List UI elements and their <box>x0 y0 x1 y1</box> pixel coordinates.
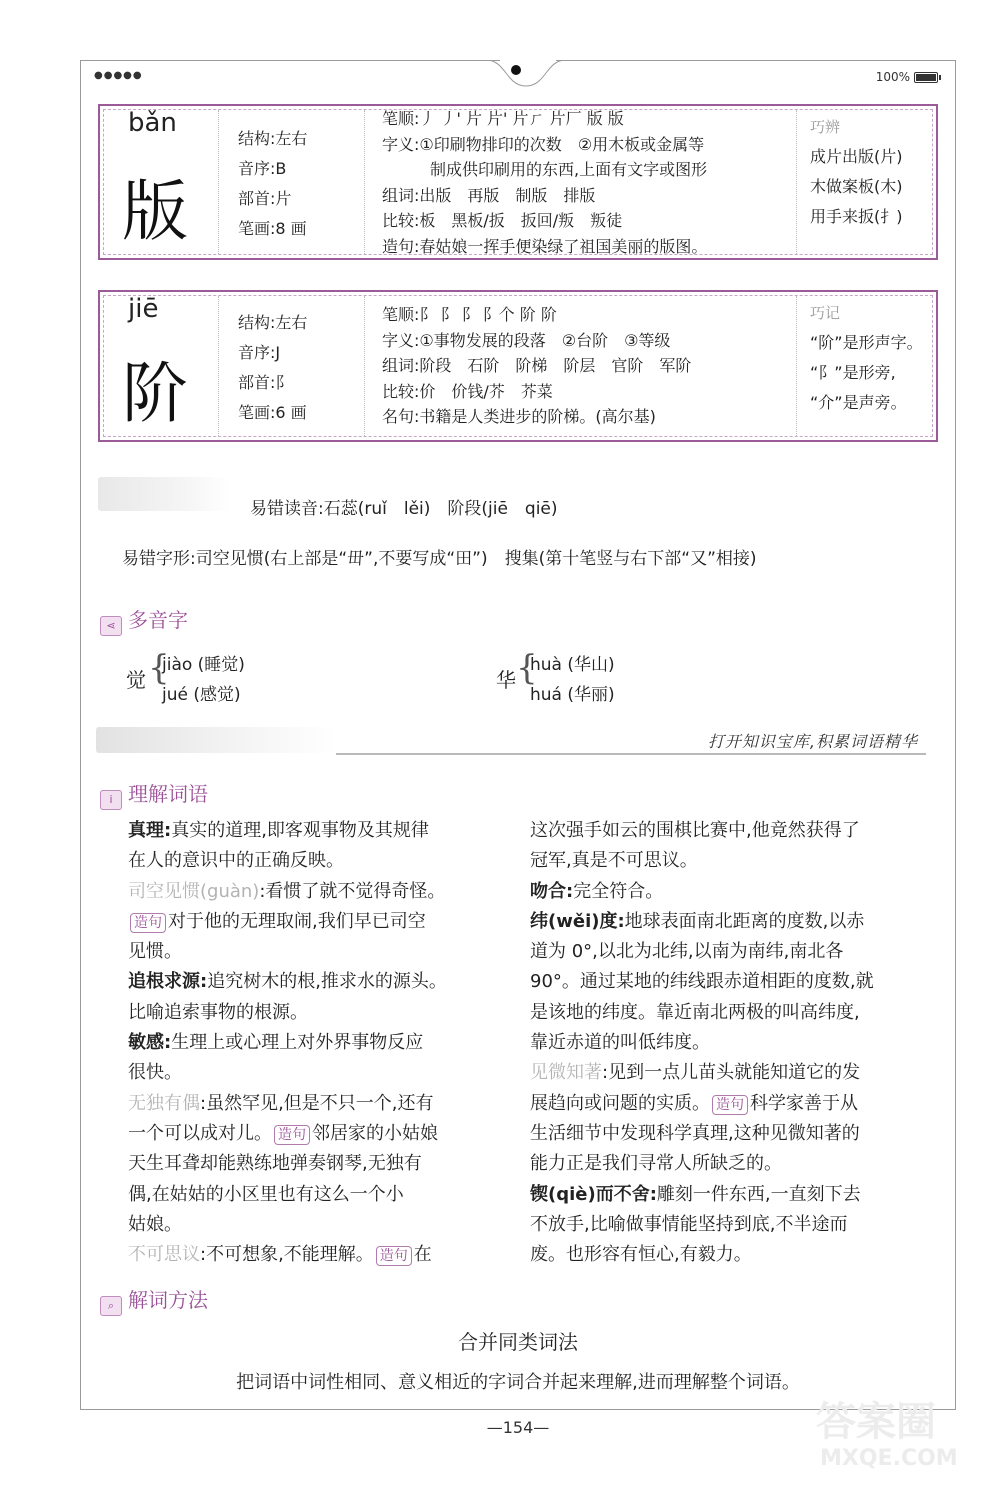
vocab-term: 追根求源: <box>128 971 208 993</box>
card-pinyin: jiē <box>128 294 159 324</box>
vocab-text: 在 <box>413 1244 432 1266</box>
vocab-line <box>128 1028 510 1058</box>
vocab-line <box>128 1089 510 1119</box>
vocab-text: 追究树木的根,推求水的源头。 <box>207 971 447 993</box>
vocab-line <box>128 1180 510 1210</box>
card-pinyin: bǎn <box>128 108 177 138</box>
vocab-text: 比喻追索事物的根源。 <box>128 1001 308 1023</box>
notch-icon <box>486 60 566 90</box>
vocab-line <box>128 846 510 876</box>
share-icon: ⋖ <box>100 616 122 636</box>
vocab-text: 靠近赤道的叫低纬度。 <box>530 1032 710 1054</box>
example-tag: 造句 <box>274 1125 310 1145</box>
vocab-line <box>128 1240 510 1270</box>
vocab-term: 纬(wěi)度: <box>530 910 625 932</box>
vocab-term: 吻合: <box>530 880 574 902</box>
vocab-text: 见惯。 <box>128 941 182 963</box>
vocab-term: 见微知著 <box>530 1062 602 1084</box>
vocab-text: 生理上或心理上对外界事物反应 <box>171 1032 424 1054</box>
vocab-line <box>530 1240 940 1270</box>
card-character: 版 <box>122 173 188 250</box>
vocab-line <box>128 1149 510 1179</box>
vocab-text: 能力正是我们寻常人所缺乏的。 <box>530 1153 782 1175</box>
vocab-left-column <box>128 816 510 1270</box>
info-icon: i <box>100 790 122 810</box>
vocab-term: 锲(qiè)而不舍: <box>530 1183 657 1205</box>
card-meta: 结构:左右 音序:J 部首:阝 笔画:6 画 <box>238 313 308 422</box>
vocab-line <box>530 1028 940 1058</box>
brace-icon: { <box>516 648 538 688</box>
search-icon: ⌕ <box>100 1296 122 1316</box>
vocab-right-column <box>530 816 940 1270</box>
vocab-text: 雕刻一件东西,一直刻下去 <box>656 1183 861 1205</box>
vocab-text: 对于他的无理取闹,我们早已司空 <box>168 910 426 932</box>
vocab-text: 是该地的纬度。靠近南北两极的叫高纬度, <box>530 1001 860 1023</box>
card-side-notes: 巧辨 成片出版(片) 木做案板(木) 用手来扳(扌) <box>810 118 903 226</box>
vocab-text: 天生耳聋却能熟练地弹奏钢琴,无独有 <box>128 1153 422 1175</box>
vocab-line <box>530 1149 940 1179</box>
section-banner <box>96 723 926 757</box>
vocab-text: 生活细节中发现科学真理,这种见微知著的 <box>530 1122 860 1144</box>
vocab-line <box>128 1210 510 1240</box>
vocab-text: 这次强手如云的围棋比赛中,他竟然获得了 <box>530 820 860 841</box>
card-side-notes: 巧记 “阶”是形声字。 “阝”是形旁, “介”是声旁。 <box>810 304 923 412</box>
vocab-line <box>530 907 940 937</box>
vocab-text: 地球表面南北距离的度数,以赤 <box>624 910 865 932</box>
vocab-line <box>530 1058 940 1088</box>
vocab-text: 冠军,真是不可思议。 <box>530 850 698 872</box>
vocab-text: 科学家善于从 <box>750 1092 858 1114</box>
vocab-line <box>530 937 940 967</box>
vocab-text: 一个可以成对儿。 <box>128 1122 272 1144</box>
vocab-text: 真实的道理,即客观事物及其规律 <box>171 820 429 841</box>
vocab-term: 不可思议 <box>128 1244 200 1266</box>
vocab-line <box>530 967 940 997</box>
vocab-line <box>530 846 940 876</box>
card-meta: 结构:左右 音序:B 部首:片 笔画:8 画 <box>238 129 308 238</box>
battery-level: 100% <box>875 70 910 84</box>
vocab-text: 道为 0°,以北为北纬,以南为南纬,南北各 <box>530 941 844 963</box>
char-card-ban <box>98 104 938 260</box>
char-card-jie <box>98 290 938 442</box>
poly-char-1: 觉 <box>126 668 146 692</box>
vocab-line <box>530 1119 940 1149</box>
method-heading: 合并同类词法 <box>458 1330 578 1354</box>
page-number: —154— <box>486 1418 550 1437</box>
vocab-term: 真理: <box>128 820 172 841</box>
vocab-line <box>128 937 510 967</box>
example-tag: 造句 <box>130 913 166 933</box>
vocab-text: 展趋向或问题的实质。 <box>530 1092 710 1114</box>
example-tag: 造句 <box>376 1246 412 1266</box>
vocab-text: 很快。 <box>128 1062 182 1084</box>
poly-reading: huá (华丽) <box>530 685 615 705</box>
vocab-line <box>128 877 510 907</box>
vocab-text: :虽然罕见,但是不只一个,还有 <box>200 1092 434 1114</box>
polyphonic-title: ⋖ 多音字 <box>100 604 188 636</box>
vocab-line <box>128 998 510 1028</box>
battery-icon <box>914 72 938 83</box>
vocab-line <box>530 1180 940 1210</box>
vocab-text: 废。也形容有恒心,有毅力。 <box>530 1244 752 1266</box>
brace-icon: { <box>148 648 170 688</box>
vocab-text: 姑娘。 <box>128 1213 182 1235</box>
method-title: ⌕ 解词方法 <box>100 1284 208 1316</box>
vocab-text: 偶,在姑姑的小区里也有这么一个小 <box>128 1183 404 1205</box>
vocab-line <box>530 877 940 907</box>
faded-heading <box>98 477 230 511</box>
poly-char-2: 华 <box>496 668 516 692</box>
poly-reading: jiào (睡觉) <box>162 655 245 675</box>
poly-reading: huà (华山) <box>530 655 615 675</box>
vocab-line <box>128 816 510 846</box>
banner-slogan: 打开知识宝库,积累词语精华 <box>707 732 918 751</box>
error-writing: 易错字形:司空见惯(右上部是“毌”,不要写成“田”) 搜集(第十笔竖与右下部“又”相接) <box>122 549 757 569</box>
card-character: 阶 <box>122 355 188 432</box>
vocab-text: 邻居家的小姑娘 <box>312 1122 438 1144</box>
vocab-text: 在人的意识中的正确反映。 <box>128 850 344 872</box>
vocab-text: :见到一点儿苗头就能知道它的发 <box>602 1062 861 1084</box>
vocab-text: 不放手,比喻做事情能坚持到底,不半途而 <box>530 1213 848 1235</box>
vocab-line <box>530 816 940 846</box>
vocab-line <box>128 1058 510 1088</box>
vocab-line <box>128 1119 510 1149</box>
card-details: 笔顺:丿 丿' 片 片' 片ㄏ 片厂 版 版 字义:①印刷物排印的次数 ②用木板或金属等 制成供印刷用的东西,上面有文字或图形 组词:出版 再版 制版 排版 比较:板 黑板/扳 扳回/叛 叛徒 造句:春姑娘一挥手便染绿了祖国美丽的版图。 <box>382 109 708 256</box>
vocab-term: 敏感: <box>128 1032 172 1054</box>
status-bar <box>80 60 956 94</box>
vocab-text: 90°。通过某地的纬线跟赤道相距的度数,就 <box>530 971 874 993</box>
vocab-line <box>530 1089 940 1119</box>
poly-reading: jué (感觉) <box>162 685 241 705</box>
vocab-line <box>128 907 510 937</box>
vocab-line <box>128 967 510 997</box>
vocab-line <box>530 998 940 1028</box>
card-details: 笔顺:阝 阝 阝 阝个 阶 阶 字义:①事物发展的段落 ②台阶 ③等级 组词:阶段 石阶 阶梯 阶层 官阶 军阶 比较:价 价钱/芥 芥菜 名句:书籍是人类进步的阶梯。(高尔基) <box>382 305 692 426</box>
method-body: 把词语中词性相同、意义相近的字词合并起来理解,进而理解整个词语。 <box>236 1372 800 1393</box>
signal-icon: ●●●●● <box>94 70 143 81</box>
vocab-text: 完全符合。 <box>573 880 664 902</box>
vocab-title: i 理解词语 <box>100 778 208 810</box>
watermark-logo: 答案圈 MXQE.COM <box>816 1399 958 1471</box>
vocab-text: :看惯了就不觉得奇怪。 <box>259 880 446 902</box>
example-tag: 造句 <box>712 1095 748 1115</box>
vocab-term: 无独有偶 <box>128 1092 200 1114</box>
vocab-text: :不可想象,不能理解。 <box>200 1244 374 1266</box>
error-reading: 易错读音:石蕊(ruǐ lěi) 阶段(jiē qiē) <box>250 499 558 519</box>
vocab-line <box>530 1210 940 1240</box>
vocab-term: 司空见惯(guàn) <box>128 880 260 902</box>
